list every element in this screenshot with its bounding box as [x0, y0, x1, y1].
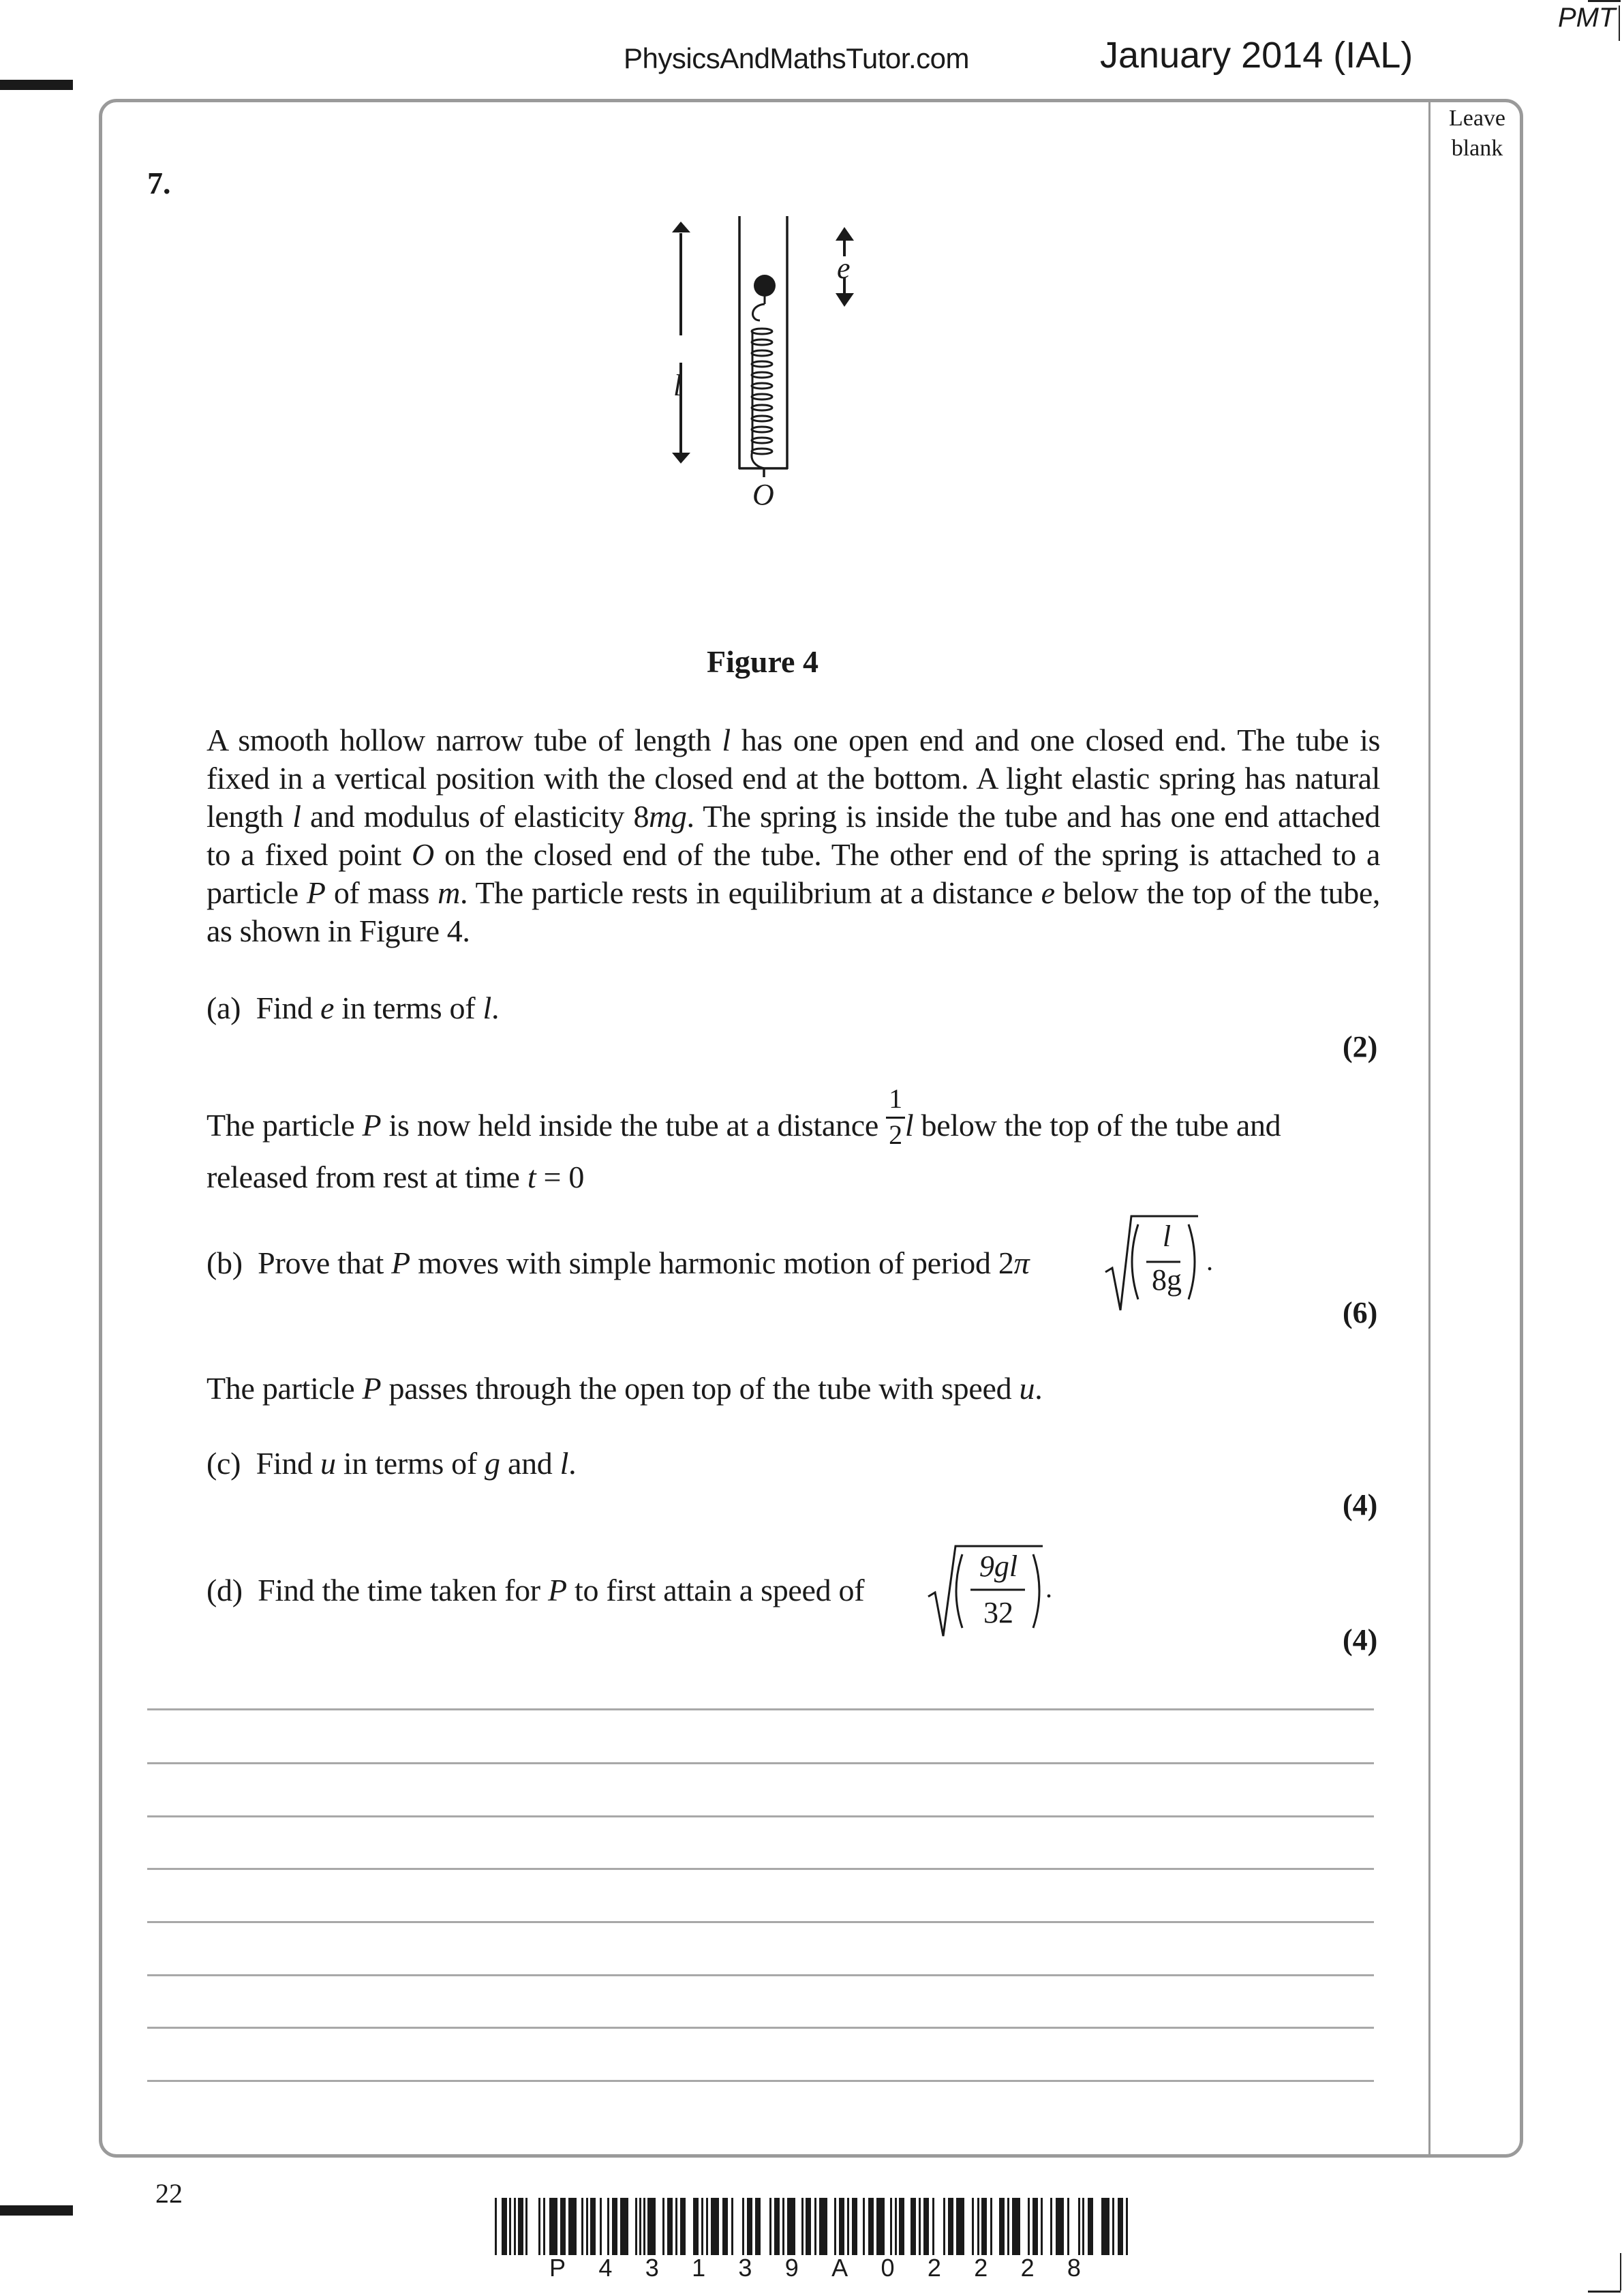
corner-rule: [1619, 5, 1620, 41]
spring-icon: [752, 293, 772, 468]
corner-rule: [1588, 2291, 1621, 2293]
registration-bar-top: [0, 80, 73, 90]
answer-line[interactable]: [147, 2027, 1374, 2029]
part-d-marks: (4): [1343, 1623, 1378, 1657]
answer-line[interactable]: [147, 1708, 1374, 1710]
part-c-question: (c) Find u in terms of g and l.: [206, 1446, 577, 1481]
fraction-half: $\frac{1}{2}$: [886, 1085, 905, 1149]
site-name: PhysicsAndMathsTutor.com: [624, 42, 969, 74]
part-b-question: (b) Prove that P moves with simple harmonic motion of period 2π: [206, 1245, 1030, 1280]
figure-label-o: O: [752, 478, 774, 511]
period-frac-den: 8g: [1152, 1263, 1182, 1297]
answer-line[interactable]: [147, 1762, 1374, 1764]
corner-rule: [1620, 2253, 1621, 2291]
part-c-marks: (4): [1343, 1488, 1378, 1522]
barcode-text: P 4 3 1 3 9 A 0 2 2 2 8: [549, 2254, 1081, 2282]
figure-label-l: l: [673, 369, 682, 402]
release-time: released from rest at time t = 0: [206, 1160, 585, 1194]
margin-divider: [1428, 100, 1430, 2156]
part-d-question: (d) Find the time taken for P to first attain a speed of: [206, 1573, 865, 1607]
release-statement: The particle P is now held inside the tube at a distance $\frac{1}{2}$ l below the top of the tube and: [206, 1083, 1281, 1150]
part-a-marks: (2): [1343, 1030, 1378, 1063]
figure-caption: Figure 4: [707, 644, 818, 679]
answer-line[interactable]: [147, 2080, 1374, 2082]
corner-mark: PMT: [1558, 3, 1616, 33]
registration-bar-bottom: [0, 2205, 73, 2216]
question-intro: A smooth hollow narrow tube of length l has one open end and one closed end. The tube is fixed in a vertical position with the closed end at the bottom. A light elastic spring has natural length l and modulus of elasticity 8mg. The spring is inside the tube and has one end attached to a fixed point O on the closed end of the tube. The other end of the spring is attached to a particle P of mass m. The particle rests in equilibrium at a distance e below the top of the tube, as shown in Figure 4.: [206, 723, 1381, 948]
barcode-icon: [495, 2198, 1129, 2255]
speed-frac-den: 32: [983, 1596, 1013, 1629]
answer-line[interactable]: [147, 1815, 1374, 1817]
exam-session: January 2014 (IAL): [1100, 35, 1413, 76]
question-number: 7.: [147, 166, 171, 200]
part-b-marks: (6): [1343, 1296, 1378, 1329]
speed-frac-num: 9gl: [979, 1550, 1018, 1583]
answer-line[interactable]: [147, 1868, 1374, 1870]
period-full-stop: .: [1206, 1245, 1213, 1276]
answer-line[interactable]: [147, 1974, 1374, 1976]
speed-full-stop: .: [1045, 1573, 1052, 1603]
length-arrow-icon: [672, 222, 690, 464]
exit-speed-statement: The particle P passes through the open top of the tube with speed u.: [206, 1371, 1043, 1406]
leave-blank-label: Leave blank: [1448, 106, 1506, 161]
figure-label-e: e: [837, 252, 851, 285]
part-a-question: (a) Find e in terms of l.: [206, 991, 500, 1025]
answer-line[interactable]: [147, 1921, 1374, 1923]
period-frac-num: l: [1162, 1220, 1172, 1253]
corner-rule: [1588, 0, 1621, 2]
page-number: 22: [155, 2178, 183, 2209]
